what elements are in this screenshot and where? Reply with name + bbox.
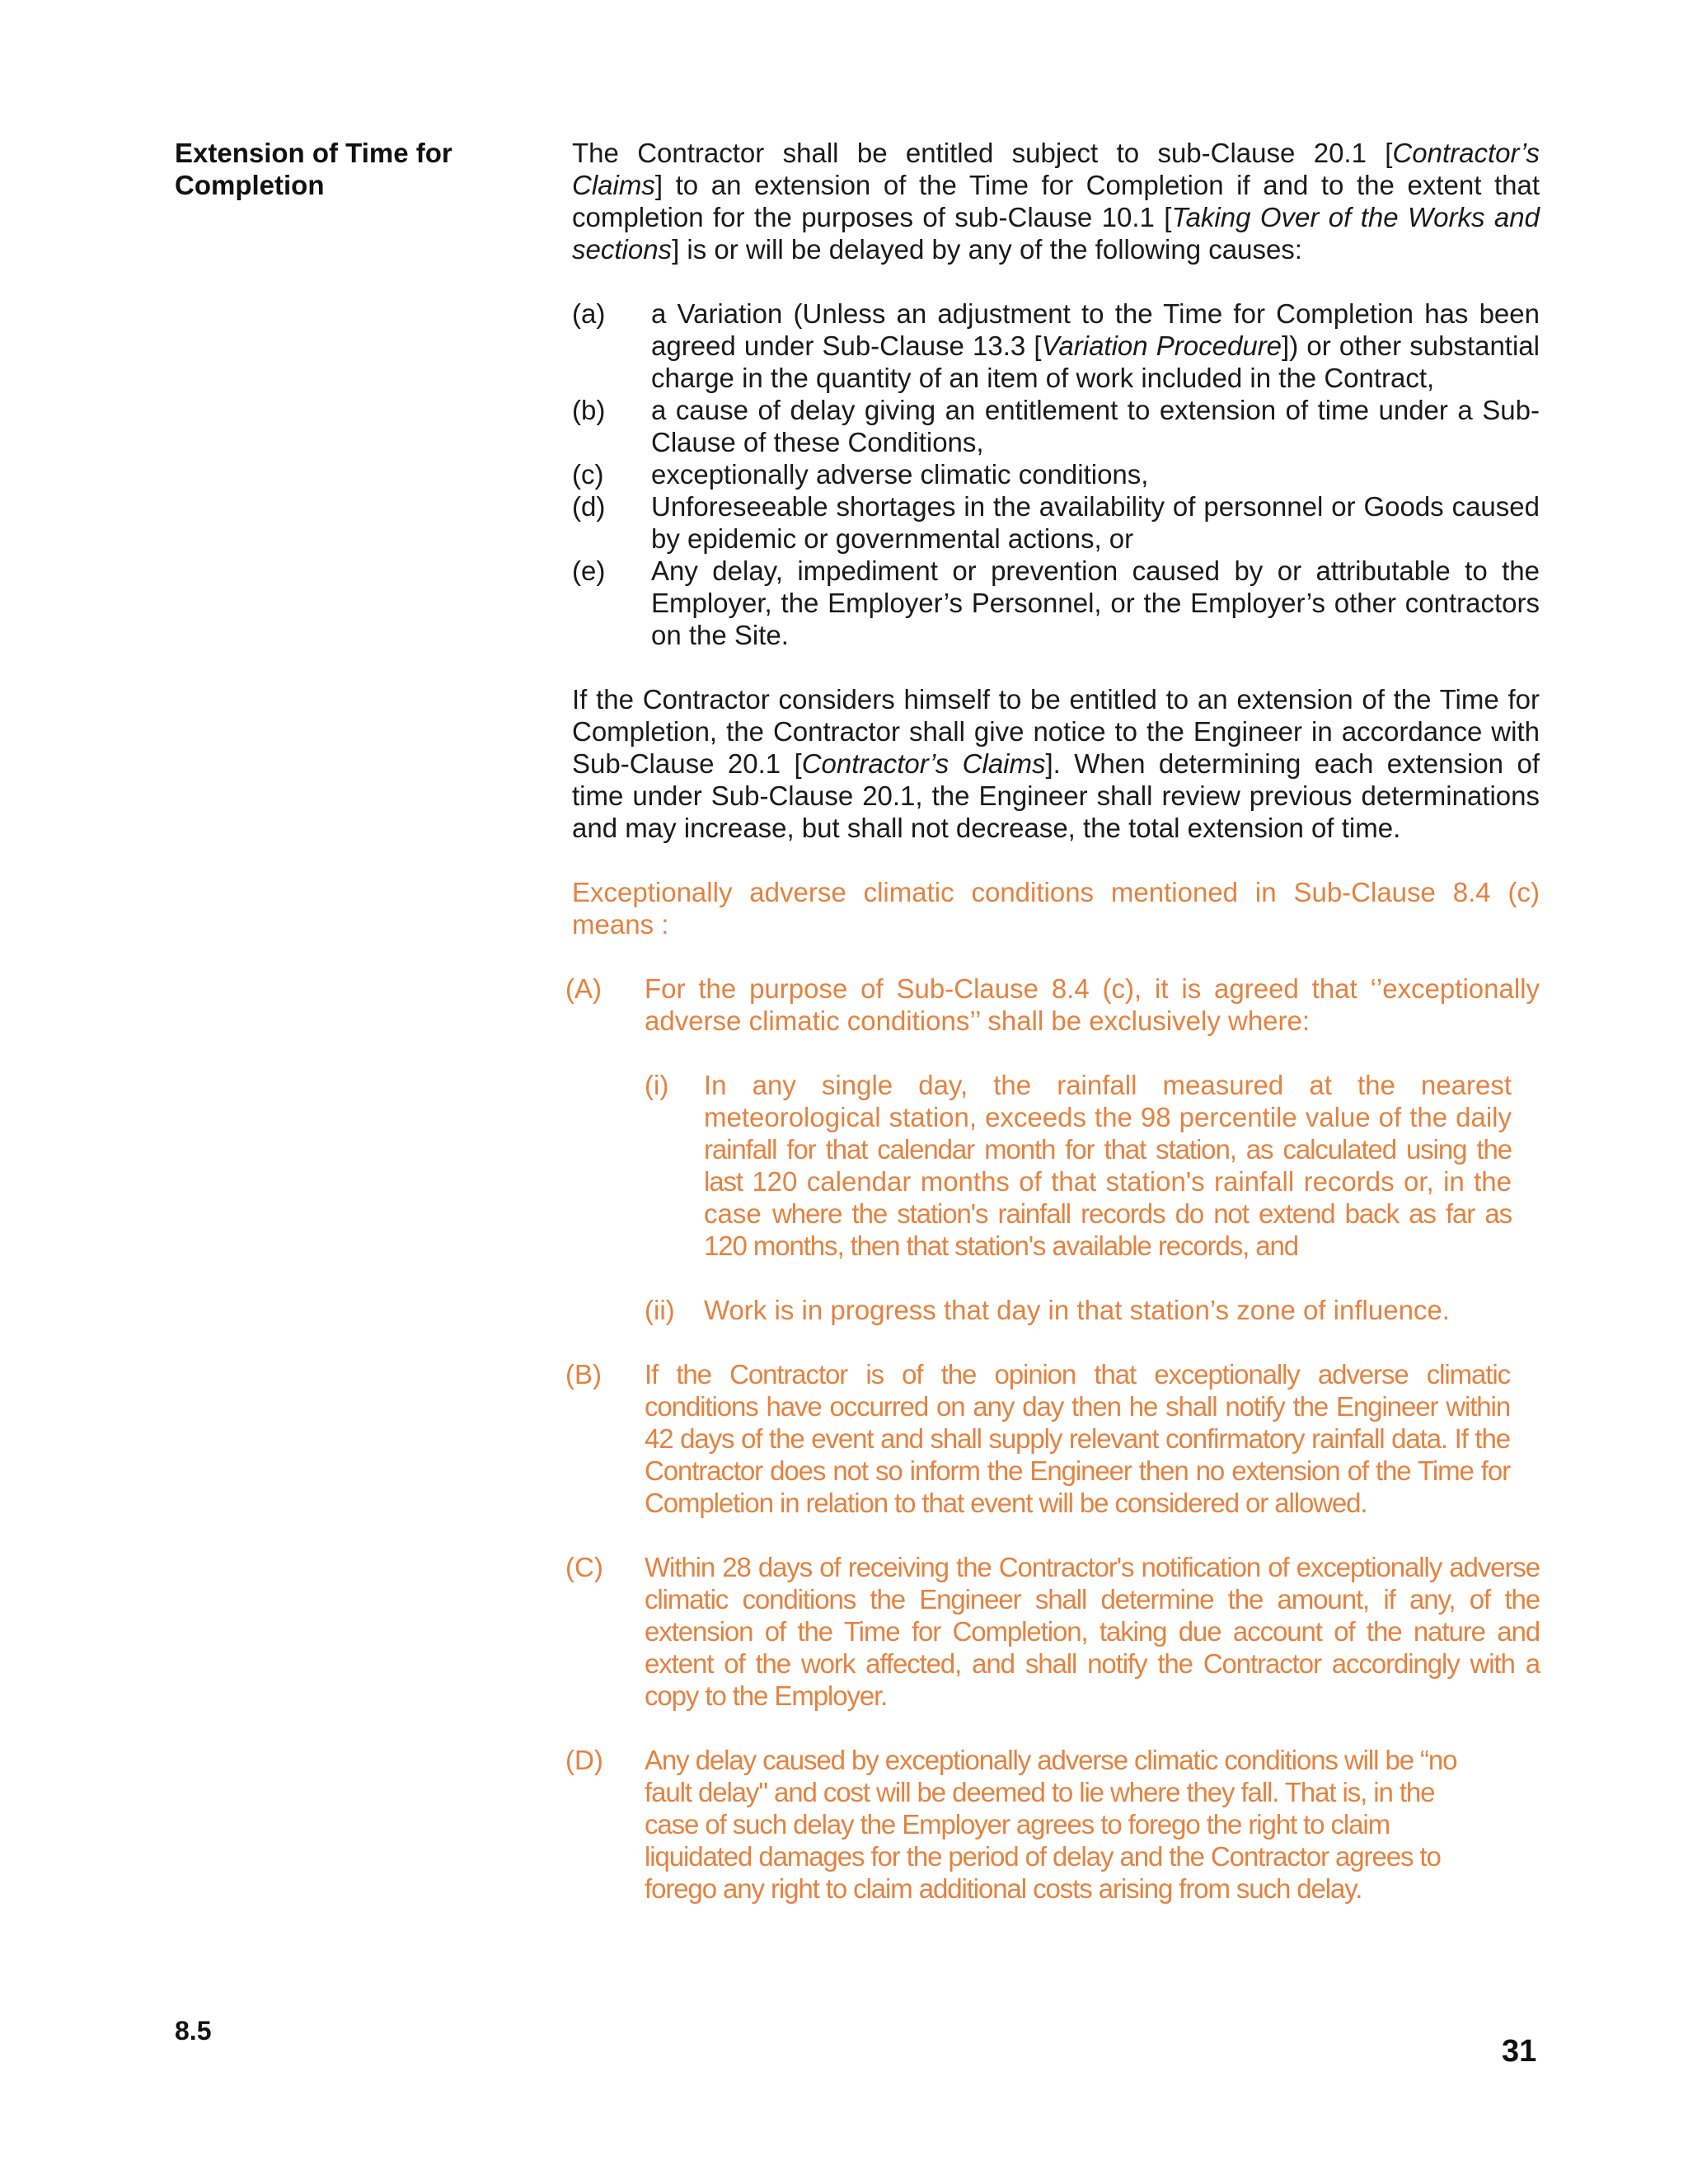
list-item [572,458,1540,490]
page-number: 31 [1502,2034,1537,2069]
sub-item-text: Work is in progress that day in that station’s zone of influence. [704,1295,1450,1325]
amendment-item-a [565,972,1540,1037]
amendment-item-c [565,1551,1540,1712]
list-item-text: exceptionally adverse climatic conditions, [651,459,1149,490]
list-item-text: a cause of delay giving an entitlement to extension of time under a Sub-Clause of these Conditions, [651,395,1540,457]
sub-item-i-text-2: rainfall for that calendar month for that station, as calculated using the last [704,1134,1512,1197]
amendment-item-label: (C) [565,1552,603,1582]
list-item-label: (c) [572,459,604,490]
causes-list [572,298,1540,651]
list-item-label: (d) [572,491,606,522]
amendment-item-label: (B) [565,1359,602,1390]
amendment-item-label: (D) [565,1745,603,1775]
cause-a-ref: Variation Procedure [1041,330,1282,361]
amendment-item-text: For the purpose of Sub-Clause 8.4 (c), it is agreed that ‘’exceptionally adverse climatic conditions’’ shall be exclusively where: [645,973,1540,1036]
amendment-item-text: If the Contractor is of the opinion that exceptionally adverse climatic conditions have occurred on any day then he shall notify the Engineer within 42 days of the event and shall supply relevant confirmatory rainfall data. If the Contractor does not so inform the Engineer then no extension of the Time for Completion in relation to that event will be considered or allowed. [645,1359,1510,1518]
intro-ref-taking-over: Taking Over of the Works and sections [572,202,1540,265]
list-item [572,394,1540,458]
list-item-text: Any delay, impediment or prevention caused by or attributable to the Employer, the Employer’s Personnel, or the Employer’s other contractors on the Site. [651,555,1540,650]
sub-item-ii [645,1294,1512,1326]
cause-a-text-1: a Variation (Unless an adjustment to the Time for Completion has been agreed under Sub-Clause 13.3 [ [651,298,1540,361]
amendment-item-d [565,1744,1540,1905]
list-item-label: (e) [572,555,606,586]
intro-ref-contractors-claims: Contractor’s Claims [572,138,1540,200]
amendment-item-label: (A) [565,973,602,1004]
list-item [572,298,1540,394]
notice-paragraph [572,683,1540,844]
sub-item-i [645,1069,1512,1262]
list-item-label: (a) [572,298,606,329]
amendment-item-text: Any delay caused by exceptionally adverse climatic conditions will be “no fault delay" and cost will be deemed to lie where they fall. That is, in the case of such delay the Employer agrees to forego the right to claim liquidated damages for the period of delay and the Contractor agrees to forego any right to claim additional costs arising from such delay. [645,1745,1457,1904]
intro-paragraph [572,137,1540,265]
section-number: 8.5 [175,2016,212,2046]
sub-item-label: (i) [645,1070,669,1100]
list-item-text: Unforeseeable shortages in the availability of personnel or Goods caused by epidemic or governmental actions, or [651,491,1540,554]
intro-text-2: ] to an extension of the Time for Completion if and to the extent that completion for the purposes of sub-Clause 10.1 [ [572,170,1540,232]
clause-body [565,137,1540,1905]
sub-item-i-text-4: where the station's rainfall records do not extend back as far as 120 months, then that station's available records, and [704,1198,1512,1261]
amendment-item-b [565,1358,1540,1519]
clause-heading-line-2: Completion [175,170,325,200]
notice-text-2: ]. When determining each extension of time under Sub-Clause 20.1, the Engineer shall review previous determinations and may increase, but shall not decrease, the total extension of time. [572,748,1540,843]
intro-text-3: ] is or will be delayed by any of the following causes: [672,234,1302,265]
list-item-label: (b) [572,395,606,425]
clause-heading [175,137,521,201]
cause-a-text-2: ]) or other substantial charge in the quantity of an item of work included in the Contract, [651,330,1540,393]
sub-item-i-text-3: 120 calendar months of that station's rainfall records or, in the case [704,1166,1512,1229]
sub-item-i-text-1: In any single day, the rainfall measured at the nearest meteorological station, exceeds the 98 percentile value of the daily [704,1070,1512,1132]
clause-heading-line-1: Extension of Time for [175,138,452,168]
list-item [572,555,1540,651]
amendment-section [565,876,1540,1905]
amendment-item-text: Within 28 days of receiving the Contractor's notification of exceptionally adverse climatic conditions the Engineer shall determine the amount, if any, of the extension of the Time for Completion, taking due account of the nature and extent of the work affected, and shall notify the Contractor accordingly with a copy to the Employer. [645,1552,1540,1711]
notice-text-1: If the Contractor considers himself to be entitled to an extension of the Time for Completion, the Contractor shall give notice to the Engineer in accordance with Sub-Clause 20.1 [ [572,684,1540,779]
intro-text-1: The Contractor shall be entitled subject to sub-Clause 20.1 [ [572,138,1393,168]
amendment-intro: Exceptionally adverse climatic conditions mentioned in Sub-Clause 8.4 (c) means : [572,877,1540,940]
list-item [572,490,1540,555]
sub-item-label: (ii) [645,1295,675,1325]
notice-ref-contractors-claims: Contractor’s Claims [801,748,1046,779]
list-item-text [651,298,1540,394]
sub-item-text [704,1069,1512,1262]
